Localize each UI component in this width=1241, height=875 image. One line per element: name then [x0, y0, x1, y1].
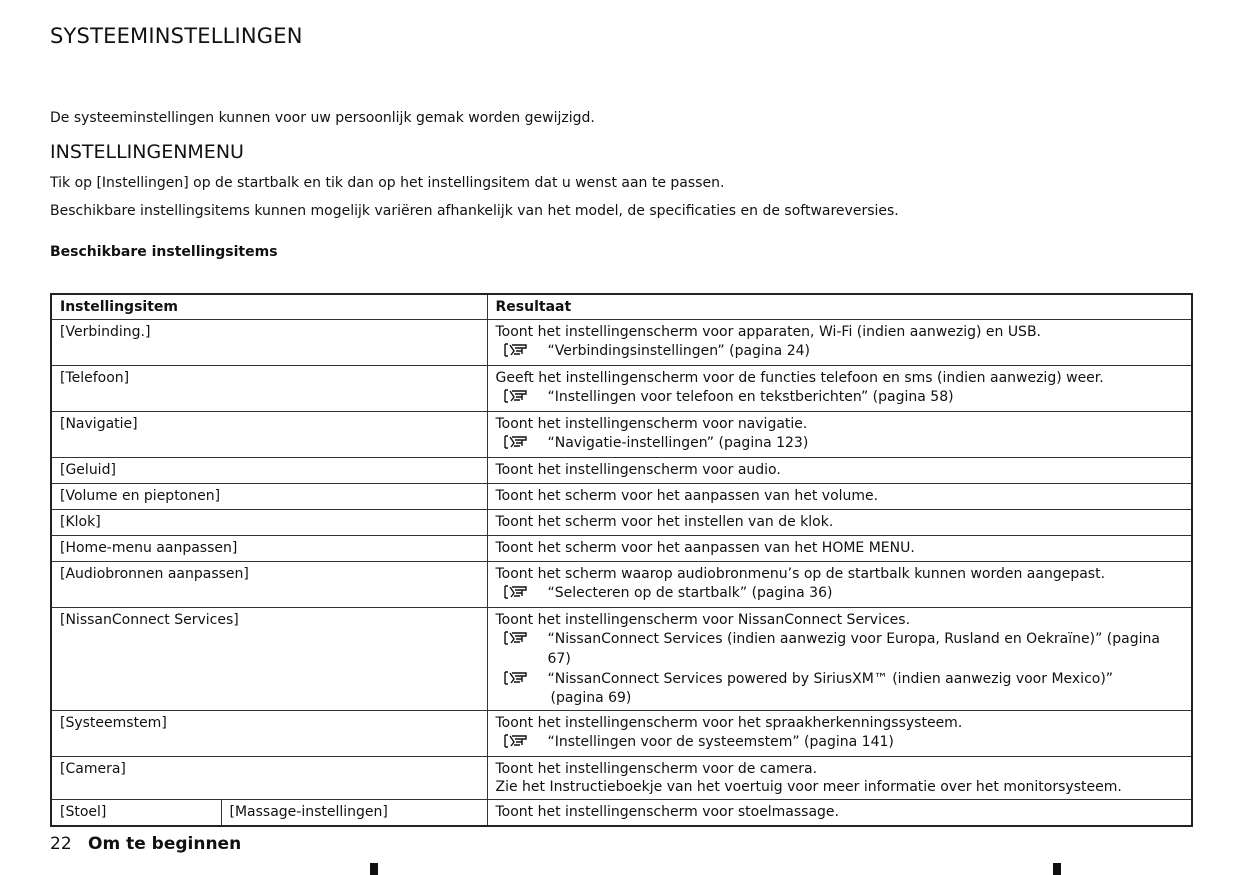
- result-text: Toont het instellingenscherm voor het spraakherkenningssysteem.: [495, 715, 963, 731]
- table-row: [51, 458, 1192, 484]
- result-cell: Toont het scherm voor het instellen van de klok.: [487, 510, 1192, 536]
- result-text: Toont het instellingenscherm voor de camera.: [495, 761, 818, 777]
- item-cell: [Volume en pieptonen]: [51, 484, 487, 510]
- result-cell: [487, 757, 1192, 800]
- pointing-hand-reference-icon: [504, 671, 528, 685]
- result-cell: Toont het scherm voor het aanpassen van het volume.: [487, 484, 1192, 510]
- item-cell: [NissanConnect Services]: [51, 608, 487, 711]
- result-cell: [487, 608, 1192, 711]
- intro-text: De systeeminstellingen kunnen voor uw persoonlijk gemak worden gewijzigd.: [50, 110, 595, 126]
- result-note: Zie het Instructieboekje van het voertuig voor meer informatie over het monitorsysteem.: [495, 779, 1122, 795]
- table-row: [51, 510, 1192, 536]
- page-reference[interactable]: [496, 387, 1184, 407]
- header-item: Instellingsitem: [51, 294, 487, 320]
- pointing-hand-reference-icon: [504, 631, 528, 645]
- crop-mark-left: [370, 863, 378, 875]
- reference-link[interactable]: “NissanConnect Services powered by SiriusXM™ (indien aanwezig voor Mexico)”: [547, 671, 1114, 687]
- table-caption: Beschikbare instellingsitems: [50, 244, 278, 260]
- table-row: [51, 608, 1192, 711]
- reference-link[interactable]: “Selecteren op de startbalk” (pagina 36): [547, 585, 833, 601]
- item-cell: [Navigatie]: [51, 412, 487, 458]
- reference-page-continuation[interactable]: (pagina 69): [550, 690, 632, 706]
- settings-table: [50, 293, 1193, 827]
- instruction-paragraph: Tik op [Instellingen] op de startbalk en tik dan op het instellingsitem dat u wenst aan te passen.: [50, 175, 725, 191]
- result-cell: Toont het instellingenscherm voor stoelmassage.: [487, 800, 1192, 827]
- availability-note: Beschikbare instellingsitems kunnen mogelijk variëren afhankelijk van het model, de specificaties en de softwareversies.: [50, 203, 899, 219]
- page-reference[interactable]: [496, 629, 1184, 669]
- result-cell: [487, 711, 1192, 757]
- pointing-hand-reference-icon: [504, 435, 528, 449]
- result-text: Toont het instellingenscherm voor apparaten, Wi-Fi (indien aanwezig) en USB.: [495, 324, 1042, 340]
- table-row: [51, 536, 1192, 562]
- table-row: [51, 757, 1192, 800]
- item-cell: [Telefoon]: [51, 366, 487, 412]
- reference-link[interactable]: “Instellingen voor telefoon en tekstberichten” (pagina 58): [547, 389, 954, 405]
- pointing-hand-reference-icon: [504, 343, 528, 357]
- page-reference[interactable]: [496, 732, 1184, 752]
- section-title: INSTELLINGENMENU: [50, 141, 244, 163]
- result-cell: [487, 412, 1192, 458]
- table-row: [51, 711, 1192, 757]
- table-row: [51, 484, 1192, 510]
- page-title: SYSTEEMINSTELLINGEN: [50, 24, 303, 48]
- reference-link[interactable]: “Instellingen voor de systeemstem” (pagina 141): [547, 734, 894, 750]
- item-cell: [Camera]: [51, 757, 487, 800]
- result-cell: [487, 562, 1192, 608]
- item-cell: [Klok]: [51, 510, 487, 536]
- item-cell: [Verbinding.]: [51, 320, 487, 366]
- result-cell: [487, 366, 1192, 412]
- pointing-hand-reference-icon: [504, 585, 528, 599]
- pointing-hand-reference-icon: [504, 734, 528, 748]
- page-number: 22: [50, 834, 72, 854]
- result-text: Toont het instellingenscherm voor NissanConnect Services.: [495, 612, 911, 628]
- table-row: [51, 320, 1192, 366]
- table-row: [51, 366, 1192, 412]
- item-cell: [Audiobronnen aanpassen]: [51, 562, 487, 608]
- result-text: Toont het instellingenscherm voor navigatie.: [495, 416, 808, 432]
- result-cell: Toont het instellingenscherm voor audio.: [487, 458, 1192, 484]
- table-header-row: [51, 294, 1192, 320]
- result-cell: Toont het scherm voor het aanpassen van het HOME MENU.: [487, 536, 1192, 562]
- reference-link[interactable]: “Navigatie-instellingen” (pagina 123): [547, 435, 809, 451]
- pointing-hand-reference-icon: [504, 389, 528, 403]
- result-text: Toont het scherm waarop audiobronmenu’s op de startbalk kunnen worden aangepast.: [495, 566, 1106, 582]
- item-cell: [Geluid]: [51, 458, 487, 484]
- page-reference[interactable]: [496, 341, 1184, 361]
- table-row: [51, 412, 1192, 458]
- page-reference[interactable]: [496, 669, 1184, 689]
- item-cell: [Home-menu aanpassen]: [51, 536, 487, 562]
- reference-link[interactable]: “Verbindingsinstellingen” (pagina 24): [547, 343, 810, 359]
- subitem-cell: [Massage-instellingen]: [221, 800, 487, 827]
- reference-link[interactable]: “NissanConnect Services (indien aanwezig voor Europa, Rusland en Oekraïne)” (pagina 67): [547, 631, 1160, 667]
- crop-mark-right: [1053, 863, 1061, 875]
- item-cell: [Stoel]: [51, 800, 221, 827]
- item-cell: [Systeemstem]: [51, 711, 487, 757]
- result-text: Geeft het instellingenscherm voor de functies telefoon en sms (indien aanwezig) weer.: [495, 370, 1104, 386]
- result-cell: [487, 320, 1192, 366]
- header-result: Resultaat: [487, 294, 1192, 320]
- table-row: [51, 800, 1192, 827]
- page-reference[interactable]: [496, 583, 1184, 603]
- footer-section-title: Om te beginnen: [88, 834, 242, 854]
- page-reference[interactable]: [496, 433, 1184, 453]
- table-row: [51, 562, 1192, 608]
